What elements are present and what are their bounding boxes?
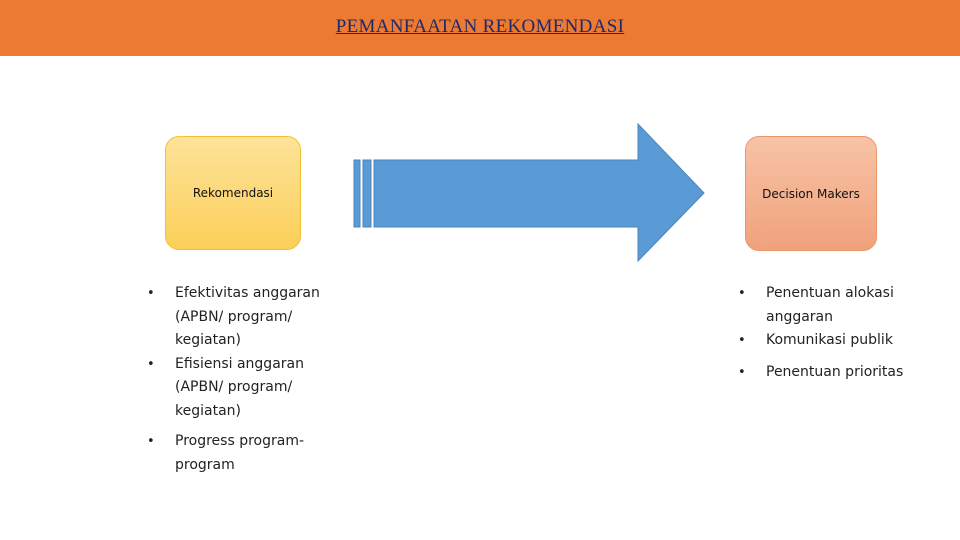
bullet-icon: • (738, 286, 746, 301)
decision-makers-label: Decision Makers (762, 186, 860, 201)
title-bar (0, 0, 960, 56)
bullet-icon: • (147, 286, 155, 301)
arrow-stripe-2 (363, 160, 371, 227)
list-item: • Efektivitas anggaran (APBN/ program/ kegiatan) (175, 282, 335, 353)
list-item: • Progress program-program (175, 430, 335, 477)
decision-makers-box (745, 136, 877, 251)
arrow-body (374, 124, 704, 261)
recommendation-list (147, 282, 335, 477)
list-item: • Komunikasi publik (766, 329, 926, 353)
arrow-stripe-1 (354, 160, 360, 227)
bullet-icon: • (147, 356, 155, 372)
list-item: • Penentuan alokasi anggaran (766, 282, 926, 329)
flow-arrow (350, 122, 710, 262)
slide-title: PEMANFAATAN REKOMENDASI (335, 16, 625, 37)
list-item: • Penentuan prioritas (766, 361, 926, 385)
rekomendasi-label: Rekomendasi (192, 186, 274, 200)
bullet-icon: • (738, 333, 746, 348)
list-item: • Efisiensi anggaran (APBN/ program/ kegiatan) (175, 353, 335, 424)
bullet-icon: • (147, 434, 155, 449)
bullet-icon: • (738, 364, 746, 380)
rekomendasi-box (165, 136, 301, 250)
decision-list (738, 282, 926, 384)
